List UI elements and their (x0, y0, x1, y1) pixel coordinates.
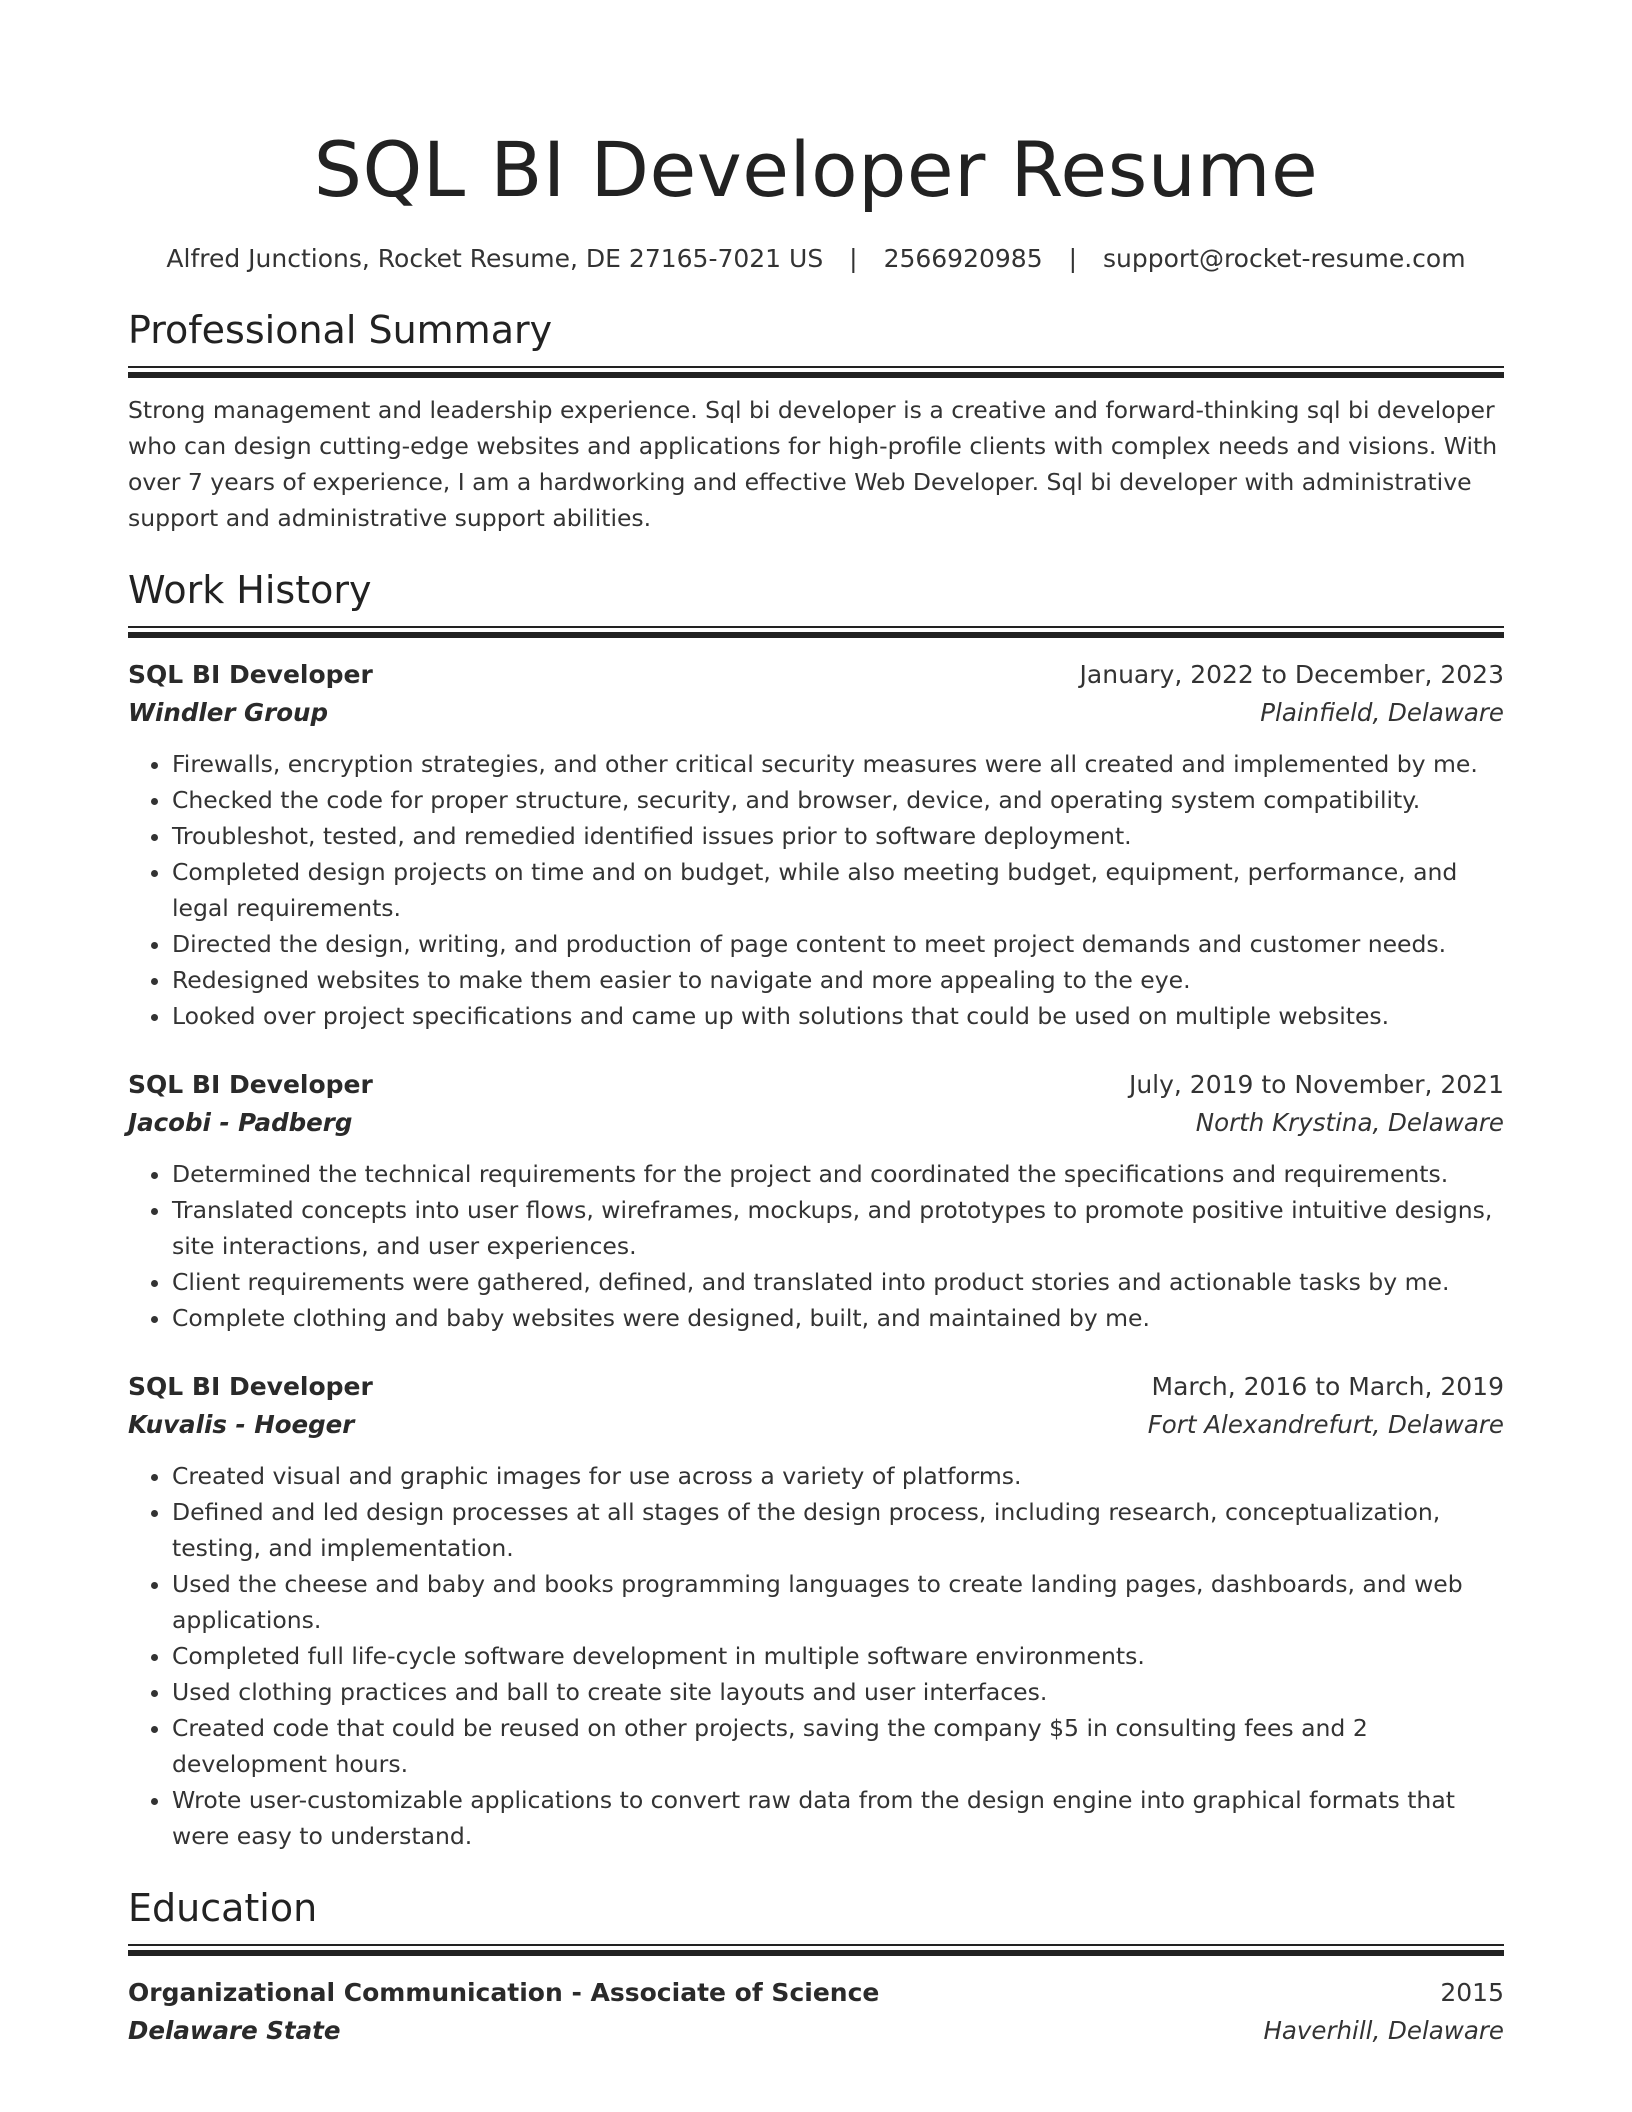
job-bullet: • Troubleshot, tested, and remedied identified issues prior to software deployment. (172, 818, 1504, 854)
job-entry (128, 656, 1504, 1034)
job-title: SQL BI Developer (128, 660, 373, 689)
job-bullet: • Looked over project specifications and came up with solutions that could be used on multiple websites. (172, 998, 1504, 1034)
job-header-row (128, 1066, 1504, 1104)
work-history-heading: Work History (128, 568, 372, 612)
education-location: Haverhill, Delaware (1263, 2016, 1504, 2045)
job-bullet: • Client requirements were gathered, defined, and translated into product stories and actionable tasks by me. (172, 1264, 1504, 1300)
job-bullet: • Redesigned websites to make them easier to navigate and more appealing to the eye. (172, 962, 1504, 998)
job-dates: July, 2019 to November, 2021 (1128, 1070, 1504, 1099)
job-bullet: • Checked the code for proper structure, security, and browser, device, and operating system compatibility. (172, 782, 1504, 818)
job-company-row (128, 1406, 1504, 1444)
resume-title: SQL BI Developer Resume (313, 125, 1319, 214)
job-bullet: • Wrote user-customizable applications to convert raw data from the design engine into graphical formats that were easy to understand. (172, 1782, 1504, 1854)
summary-section (128, 306, 1504, 536)
job-company: Kuvalis - Hoeger (128, 1410, 355, 1439)
summary-heading: Professional Summary (128, 308, 553, 352)
education-section (128, 1884, 1504, 2050)
job-entry (128, 1066, 1504, 1336)
section-divider (128, 626, 1504, 638)
summary-text: Strong management and leadership experience. Sql bi developer is a creative and forward-thinking sql bi developer who can design cutting-edge websites and applications for high-profile clients with complex needs and visions. With over 7 years of experience, I am a hardworking and effective Web Developer. Sql bi developer with administrative support and administrative support abilities. (128, 396, 1498, 532)
job-dates: March, 2016 to March, 2019 (1151, 1372, 1504, 1401)
job-bullet: • Translated concepts into user flows, wireframes, mockups, and prototypes to promote positive intuitive designs, site interactions, and user experiences. (172, 1192, 1504, 1264)
education-school: Delaware State (128, 2016, 341, 2045)
education-school-row (128, 2012, 1504, 2050)
contact-separator: | (1068, 244, 1078, 273)
job-bullet: • Firewalls, encryption strategies, and other critical security measures were all created and implemented by me. (172, 746, 1504, 782)
job-title: SQL BI Developer (128, 1372, 373, 1401)
job-company-row (128, 1104, 1504, 1142)
job-bullets (128, 1156, 1504, 1336)
job-dates: January, 2022 to December, 2023 (1079, 660, 1504, 689)
job-entry (128, 1368, 1504, 1854)
job-location: Plainfield, Delaware (1260, 698, 1504, 727)
job-bullets (128, 746, 1504, 1034)
job-header-row (128, 656, 1504, 694)
job-company-row (128, 694, 1504, 732)
job-title: SQL BI Developer (128, 1070, 373, 1099)
work-history-section (128, 566, 1504, 1854)
job-bullet: • Defined and led design processes at all stages of the design process, including research, conceptualization, testing, and implementation. (172, 1494, 1504, 1566)
job-bullet: • Directed the design, writing, and production of page content to meet project demands and customer needs. (172, 926, 1504, 962)
contact-line (128, 242, 1504, 276)
contact-address: Alfred Junctions, Rocket Resume, DE 27165-7021 US (166, 244, 824, 273)
job-bullet: • Used the cheese and baby and books programming languages to create landing pages, dashboards, and web applications. (172, 1566, 1504, 1638)
job-bullet: • Completed full life-cycle software development in multiple software environments. (172, 1638, 1504, 1674)
job-bullets (128, 1458, 1504, 1854)
education-year: 2015 (1440, 1978, 1504, 2007)
education-degree: Organizational Communication - Associate of Science (128, 1978, 880, 2007)
education-entry (128, 1974, 1504, 2050)
job-bullet: • Created code that could be reused on other projects, saving the company $5 in consulting fees and 2 development hours. (172, 1710, 1504, 1782)
education-header-row (128, 1974, 1504, 2012)
job-bullet: • Created visual and graphic images for use across a variety of platforms. (172, 1458, 1504, 1494)
contact-separator: | (849, 244, 858, 273)
contact-phone: 2566920985 (883, 244, 1043, 273)
education-heading: Education (128, 1886, 318, 1930)
job-bullet: • Complete clothing and baby websites were designed, built, and maintained by me. (172, 1300, 1504, 1336)
job-company: Jacobi - Padberg (128, 1108, 353, 1137)
job-bullet: • Used clothing practices and ball to create site layouts and user interfaces. (172, 1674, 1504, 1710)
section-divider (128, 1944, 1504, 1956)
contact-email: support@rocket-resume.com (1102, 244, 1466, 273)
job-company: Windler Group (128, 698, 329, 727)
job-bullet: • Completed design projects on time and on budget, while also meeting budget, equipment, performance, and legal requirements. (172, 854, 1504, 926)
section-divider (128, 366, 1504, 378)
job-location: Fort Alexandrefurt, Delaware (1147, 1410, 1504, 1439)
job-bullet: • Determined the technical requirements for the project and coordinated the specifications and requirements. (172, 1156, 1504, 1192)
job-header-row (128, 1368, 1504, 1406)
job-location: North Krystina, Delaware (1195, 1108, 1504, 1137)
